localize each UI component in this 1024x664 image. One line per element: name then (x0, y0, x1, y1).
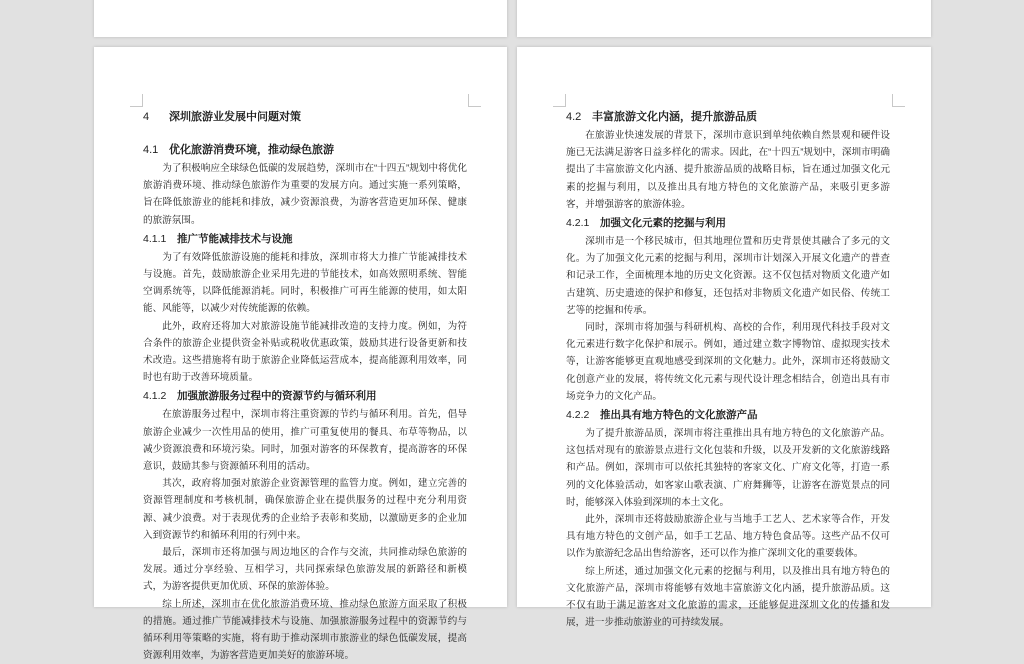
body-paragraph: 在旅游服务过程中，深圳市将注重资源的节约与循环利用。首先，倡导旅游企业减少一次性用品的使用，推广可重复使用的餐具、布草等物品，以减少资源浪费和环境污染。同时，加强对游客的环保教育，提高游客的环保意识，鼓励其参与资源循环利用的活动。 (143, 409, 467, 473)
section-heading (143, 386, 467, 406)
body-paragraph: 同时，深圳市将加强与科研机构、高校的合作，利用现代科技手段对文化元素进行数字化保护和展示。例如，通过建立数字博物馆、虚拟现实技术等，让游客能够更直观地感受到深圳的文化魅力。此外，深圳市还将鼓励文化创意产业的发展，将传统文化元素与现代设计理念相结合，创造出具有市场竞争力的文化产品。 (566, 322, 890, 402)
heading-text: 加强旅游服务过程中的资源节约与循环利用 (177, 390, 377, 403)
chapter-heading (143, 107, 467, 127)
heading-number: 4.2.1 (566, 217, 590, 230)
body-paragraph: 此外，深圳市还将鼓励旅游企业与当地手工艺人、艺术家等合作，开发具有地方特色的文创产品，如手工艺品、地方特色食品等。这些产品不仅可以作为旅游纪念品出售给游客，还可以作为推广深圳文化的重要载体。 (566, 514, 890, 560)
section-heading (143, 229, 467, 249)
section-heading (566, 213, 890, 233)
body-paragraph: 为了积极响应全球绿色低碳的发展趋势，深圳市在“十四五”规划中将优化旅游消费环境、推动绿色旅游作为重要的发展方向。通过实施一系列策略，旨在降低旅游业的能耗和排放，减少资源浪费，为游客营造更加环保、健康的旅游氛围。 (143, 163, 467, 226)
heading-number: 4.1.2 (143, 390, 167, 403)
heading-text: 优化旅游消费环境，推动绿色旅游 (169, 144, 334, 156)
heading-text: 推出具有地方特色的文化旅游产品 (600, 409, 758, 422)
body-paragraph: 深圳市是一个移民城市，但其地理位置和历史背景使其融合了多元的文化。为了加强文化元素的挖掘与利用，深圳市计划深入开展文化遗产的普查和记录工作，全面梳理本地的历史文化资源。这不仅包括对物质文化遗产如古建筑、历史遗迹的保护和修复，还包括对非物质文化遗产如民俗、传统工艺等的挖掘和传承。 (566, 236, 890, 316)
heading-text: 加强文化元素的挖掘与利用 (600, 217, 726, 230)
heading-number: 4.2.2 (566, 409, 590, 422)
document-page-left (94, 47, 507, 662)
body-paragraph: 为了有效降低旅游设施的能耗和排放，深圳市将大力推广节能减排技术与设施。首先，鼓励旅游企业采用先进的节能技术，如高效照明系统、智能空调系统等，以降低能源消耗。同时，积极推广可再生能源的使用，如太阳能、风能等，以减少对传统能源的依赖。 (143, 251, 467, 315)
body-paragraph: 此外，政府还将加大对旅游设施节能减排改造的支持力度。例如，为符合条件的旅游企业提供资金补贴或税收优惠政策，鼓励其进行设备更新和技术改造。这些措施将有助于旅游企业降低运营成本，提高能源利用效率，同时也有助于改善环境质量。 (143, 320, 467, 384)
heading-text: 推广节能减排技术与设施 (177, 232, 293, 245)
body-paragraph: 其次，政府将加强对旅游企业资源管理的监管力度。例如，建立完善的资源管理制度和考核机制，确保旅游企业在提供服务的过程中充分利用资源、减少浪费。对于表现优秀的企业给予表彰和奖励，以激励更多的企业加入到资源节约和循环利用的行列中来。 (143, 478, 467, 541)
margin-corner-mark (130, 94, 143, 107)
heading-number: 4.1 (143, 144, 159, 156)
page-content (143, 107, 467, 664)
margin-corner-mark (468, 94, 481, 107)
margin-corner-mark (892, 94, 905, 107)
document-page-right (517, 47, 931, 629)
heading-number: 4.1.1 (143, 232, 167, 245)
body-paragraph: 在旅游业快速发展的背景下，深圳市意识到单纯依赖自然景观和硬件设施已无法满足游客日益多样化的需求。因此，在“十四五”规划中，深圳市明确提出了丰富旅游文化内涵、提升旅游品质的战略目标，旨在通过加强文化元素的挖掘与利用，以及推出具有地方特色的文化旅游产品，来吸引更多游客，并增强游客的旅游体验。 (566, 130, 890, 210)
page-content (566, 107, 890, 631)
section-heading (566, 405, 890, 425)
heading-number: 4.2 (566, 111, 582, 123)
previous-page-right (517, 0, 931, 37)
heading-text: 深圳旅游业发展中问题对策 (169, 111, 301, 123)
body-paragraph: 综上所述，深圳市在优化旅游消费环境、推动绿色旅游方面采取了积极的措施。通过推广节能减排技术与设施、加强旅游服务过程中的资源节约与循环利用等策略的实施，将有助于推动深圳市旅游业的绿色低碳发展，提高资源利用效率，为游客营造更加美好的旅游环境。 (143, 598, 467, 662)
body-paragraph: 最后，深圳市还将加强与周边地区的合作与交流，共同推动绿色旅游的发展。通过分享经验、互相学习，共同探索绿色旅游发展的新路径和新模式，为游客提供更加优质、环保的旅游体验。 (143, 547, 467, 593)
heading-number: 4 (143, 111, 150, 123)
body-paragraph: 为了提升旅游品质，深圳市将注重推出具有地方特色的文化旅游产品。这包括对现有的旅游景点进行文化包装和升级，以及开发新的文化旅游线路和产品。例如，深圳市可以依托其独特的客家文化、广府文化等，打造一系列的文化体验活动，如客家山歌表演、广府舞狮等，让游客在游览景点的同时，能够深入体验到深圳的本土文化。 (566, 428, 890, 508)
section-heading (566, 107, 890, 127)
heading-text: 丰富旅游文化内涵，提升旅游品质 (592, 111, 757, 123)
section-heading (143, 140, 467, 160)
previous-page-left (94, 0, 507, 37)
margin-corner-mark (553, 94, 566, 107)
body-paragraph: 综上所述，通过加强文化元素的挖掘与利用，以及推出具有地方特色的文化旅游产品，深圳市将能够有效地丰富旅游文化内涵，提升旅游品质。这不仅有助于满足游客对文化旅游的需求，还能够促进深圳文化的传播和发展，进一步推动旅游业的可持续发展。 (566, 565, 890, 629)
